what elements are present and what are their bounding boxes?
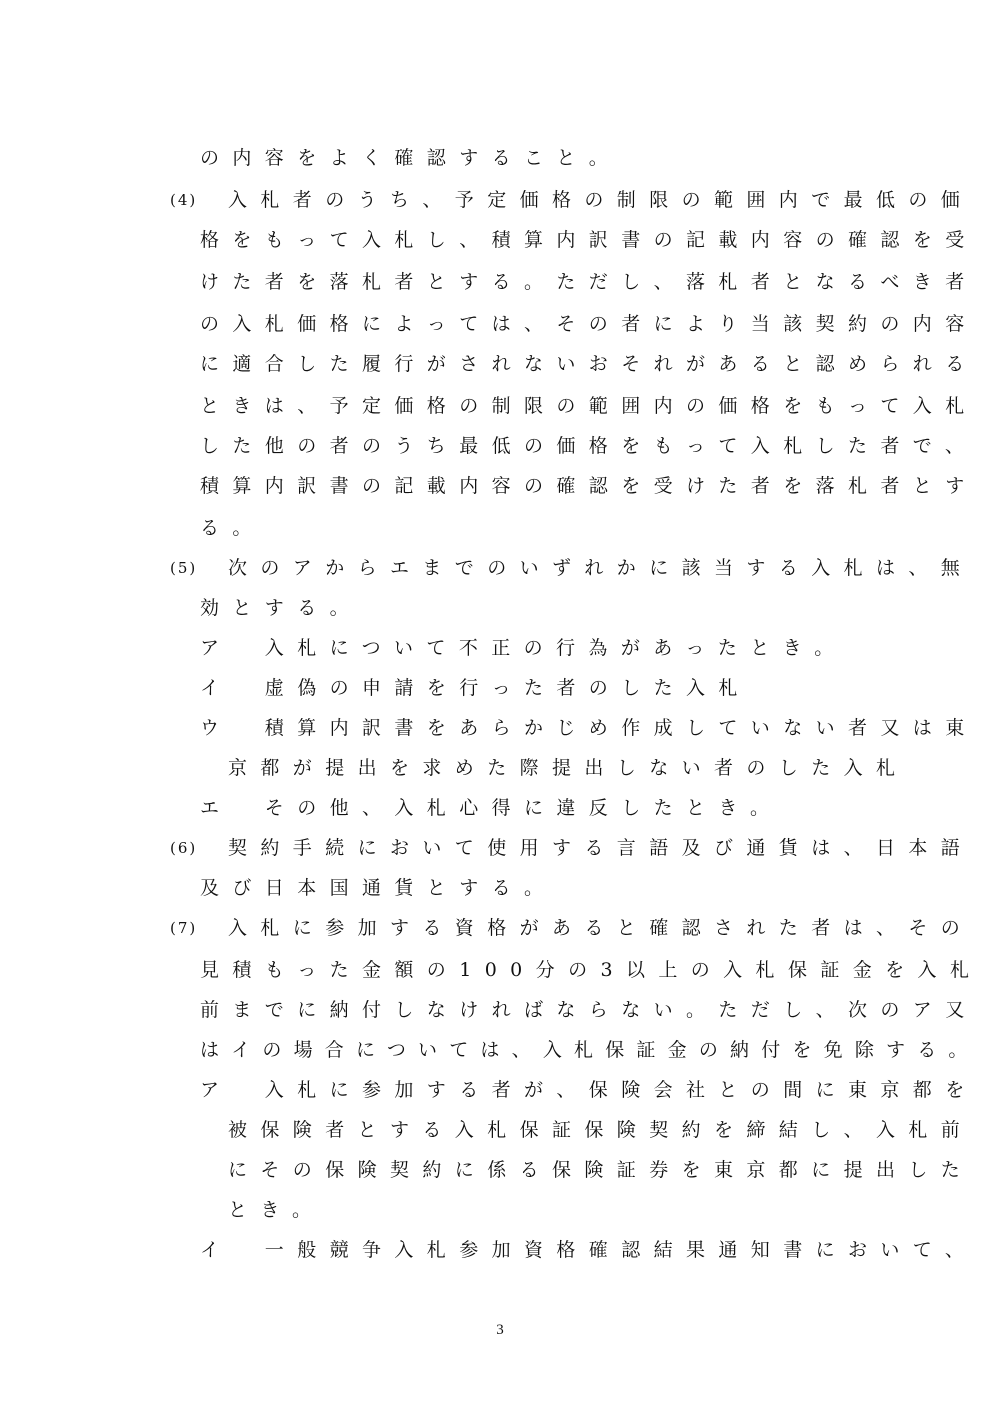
text-line: 次のアからエまでのいずれかに該当する入札は、無 [228, 557, 974, 579]
item-number: (7) [170, 919, 198, 937]
text-line: 入札に参加する資格があると確認された者は、その [228, 917, 974, 939]
text-line: 及び日本国通貨とする。 [200, 877, 557, 899]
text-line: にその保険契約に係る保険証券を東京都に提出した [228, 1159, 974, 1181]
text-line: 見積もった金額の100分の3以上の入札保証金を入札 [200, 959, 983, 981]
text-line: る。 [200, 517, 265, 539]
text-line: 積算内訳書の記載内容の確認を受けた者を落札者とす [200, 475, 978, 497]
text-line: 被保険者とする入札保証保険契約を締結し、入札前 [228, 1119, 974, 1141]
item-number: (5) [170, 559, 198, 577]
item-number: (4) [170, 191, 198, 209]
text-line: に適合した履行がされないおそれがあると認められる [200, 353, 978, 375]
text-line: の入札価格によっては、その者により当該契約の内容 [200, 313, 978, 335]
page-number: 3 [496, 1322, 504, 1338]
text-line: ア 入札について不正の行為があったとき。 [200, 637, 847, 659]
text-line: ウ 積算内訳書をあらかじめ作成していない者又は東 [200, 717, 978, 739]
text-line: とき。 [228, 1199, 325, 1221]
text-line: 格をもって入札し、積算内訳書の記載内容の確認を受 [200, 229, 978, 251]
text-line: の内容をよく確認すること。 [200, 147, 622, 169]
text-line: 前までに納付しなければならない。ただし、次のア又 [200, 999, 978, 1021]
text-line: ア 入札に参加する者が、保険会社との間に東京都を [200, 1079, 978, 1101]
text-line: はイの場合については、入札保証金の納付を免除する。 [200, 1039, 980, 1061]
item-number: (6) [170, 839, 198, 857]
text-line: 京都が提出を求めた際提出しない者のした入札 [228, 757, 909, 779]
text-line: イ 虚偽の申請を行った者のした入札 [200, 677, 751, 699]
text-line: イ 一般競争入札参加資格確認結果通知書において、 [200, 1239, 978, 1261]
text-line: けた者を落札者とする。ただし、落札者となるべき者 [200, 271, 978, 293]
text-line: エ その他、入札心得に違反したとき。 [200, 797, 783, 819]
text-line: 契約手続において使用する言語及び通貨は、日本語 [228, 837, 974, 859]
text-line: 効とする。 [200, 597, 363, 619]
text-line: 入札者のうち、予定価格の制限の範囲内で最低の価 [228, 189, 974, 211]
text-line: ときは、予定価格の制限の範囲内の価格をもって入札 [200, 395, 978, 417]
text-line: した他の者のうち最低の価格をもって入札した者で、 [200, 435, 978, 457]
